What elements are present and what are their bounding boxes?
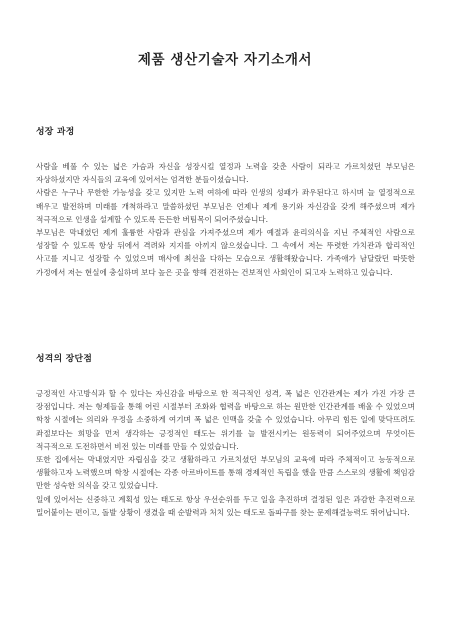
section-growth xyxy=(36,124,415,279)
paragraph: 일에 있어서는 신중하고 계획성 있는 태도로 항상 우선순위를 두고 일을 추진하며 결정된 일은 과감한 추진력으로 밀어붙이는 편이고, 돌발 상황이 생겼을 때 순발력과 처치 있는 태도로 돌파구를 찾는 문제해결능력도 뛰어납니다. xyxy=(36,494,415,517)
paragraph: 사람은 누구나 무한한 가능성을 갖고 있지만 노력 여하에 따라 인생의 성패가 좌우된다고 하시며 늘 열정적으로 배우고 발전하며 미래를 개척하라고 말씀하셨던 부모님은 언제나 제게 용기와 자신감을 갖게 해주셨으며 제가 적극적으로 인생을 설계할 수 있도록 든든한 버팀목이 되어주셨습니다. xyxy=(36,188,415,224)
paragraph: 부모님은 막내였던 제게 훌륭한 사람과 관심을 가져주셨으며 제가 예절과 윤리의식을 지닌 주체적인 사람으로 성장할 수 있도록 항상 뒤에서 격려와 지지를 아끼지 않으셨습니다. 그 속에서 저는 뚜렷한 가치관과 합리적인 사고를 지니고 성장할 수 있었으며 매사에 최선을 다하는 모습으로 생활해왔습니다. 가족애가 남달랐던 따뜻한 가정에서 저는 현실에 충실하며 보다 높은 곳을 향해 견전하는 건보적인 사회인이 되고자 노력하고 있습니다. xyxy=(36,228,415,277)
paragraph: 긍정적인 사고방식과 할 수 있다는 자신감을 바탕으로 한 적극적인 성격, 폭 넓은 인간관계는 제가 가진 가장 큰 장점입니다. 저는 형제들을 통해 어린 시절부터 조화와 협력을 바탕으로 하는 원만한 인간관계를 배울 수 있었으며 학창 시절에는 의리와 우정을 소중하게 여기며 폭 넓은 인맥을 갖출 수 있었습니다. 아무리 힘든 일에 맞닥뜨려도 좌절보다는 희망을 먼저 생각하는 긍정적인 태도는 위기를 늘 발전시키는 원동력이 되어주었으며 무엇이든 적극적으로 도전하면서 비전 있는 미래를 만들 수 있었습니다. xyxy=(36,389,415,451)
section-heading: 성장 과정 xyxy=(36,127,75,137)
section-personality xyxy=(36,351,415,519)
section-heading: 성격의 장단점 xyxy=(36,354,93,364)
document-title: 제품 생산기술자 자기소개서 xyxy=(137,52,313,68)
paragraph: 또한 집에서는 막내였지만 자립심을 갖고 생활하라고 가르치셨던 부모님의 교육에 따라 주체적이고 능동적으로 생활하고자 노력했으며 학창 시절에는 각종 아르바이트를 통해 경제적인 독립을 했을 만큼 스스로의 생활에 책임감 만한 성숙한 의식을 갖고 있었습니다. xyxy=(36,455,415,491)
paragraph: 사람을 베풀 수 있는 넓은 가슴과 자신을 성장시킬 열정과 노력을 갖춘 사람이 되라고 가르치셨던 부모님은 자상하셨지만 자식들의 교육에 있어서는 엄격한 분들이셨습니다. xyxy=(36,162,415,185)
